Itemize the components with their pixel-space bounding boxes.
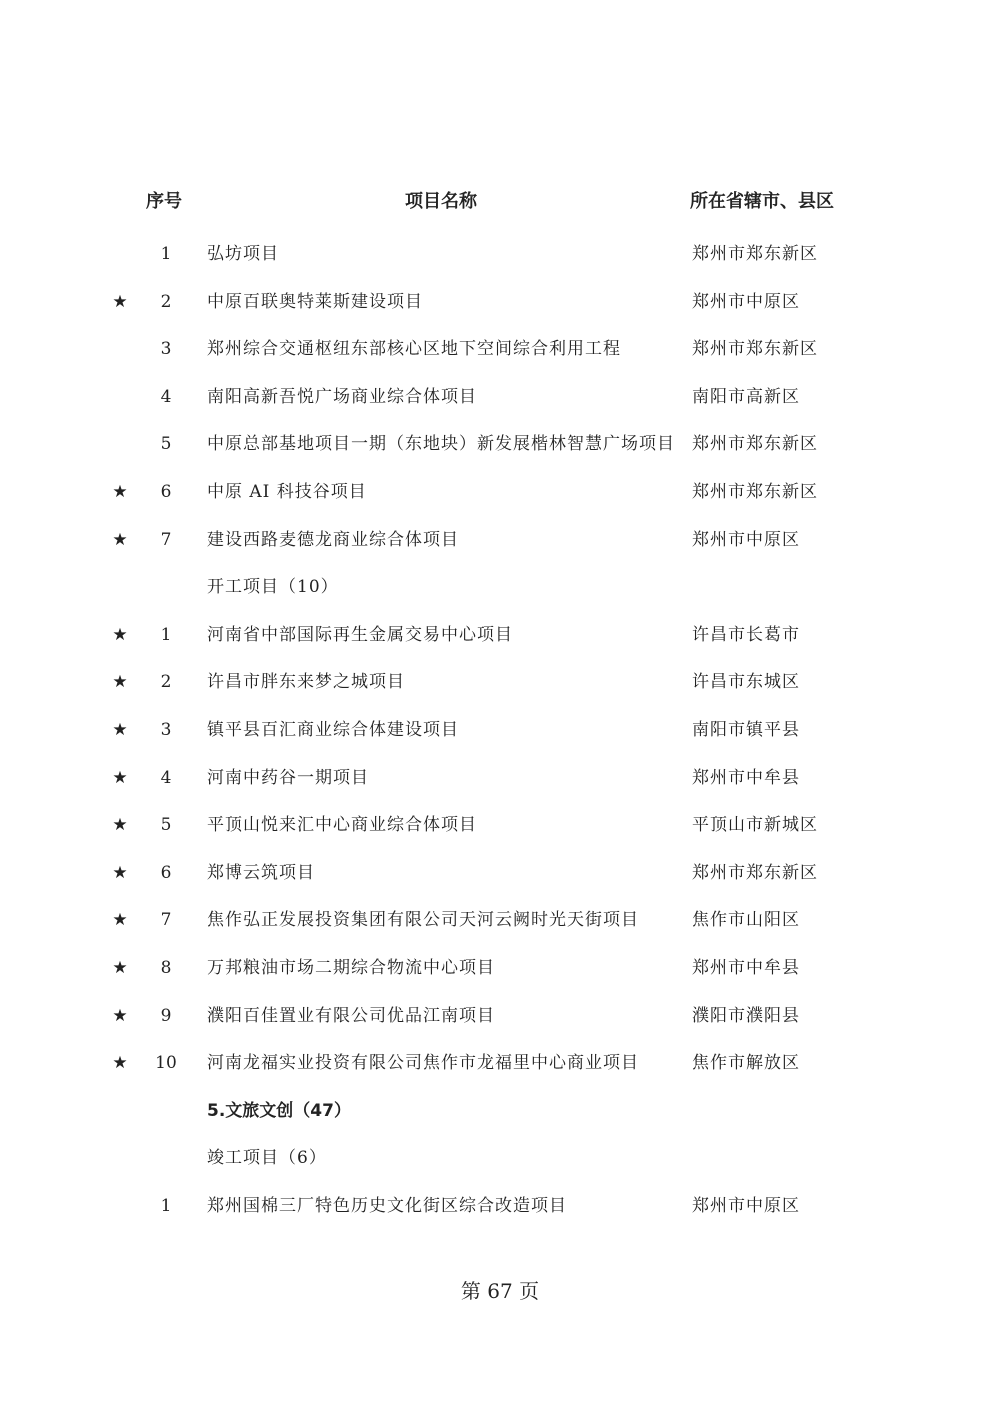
category-heading <box>0 1089 1000 1137</box>
table-row <box>0 851 1000 899</box>
table-row <box>0 946 1000 994</box>
row-number: 5 <box>160 815 172 836</box>
star-icon: ★ <box>112 1053 128 1074</box>
project-name: 中原百联奥特莱斯建设项目 <box>207 291 423 312</box>
table-row <box>0 898 1000 946</box>
table-row <box>0 1184 1000 1232</box>
row-number: 8 <box>160 957 172 978</box>
table-row <box>0 613 1000 661</box>
row-number: 4 <box>160 767 172 788</box>
project-name: 中原 AI 科技谷项目 <box>207 481 367 502</box>
project-location: 郑州市郑东新区 <box>692 434 818 455</box>
header-project-name: 项目名称 <box>405 191 477 212</box>
project-name: 南阳高新吾悦广场商业综合体项目 <box>207 386 477 407</box>
table-row <box>0 660 1000 708</box>
project-name: 郑州综合交通枢纽东部核心区地下空间综合利用工程 <box>207 339 621 360</box>
table-row <box>0 756 1000 804</box>
project-name: 濮阳百佳置业有限公司优品江南项目 <box>207 1005 495 1026</box>
project-location: 郑州市中原区 <box>692 291 800 312</box>
star-icon: ★ <box>112 481 128 502</box>
row-number: 3 <box>160 719 172 740</box>
project-location: 郑州市郑东新区 <box>692 481 818 502</box>
section-done-label: 竣工项目（6） <box>207 1148 327 1169</box>
project-name: 弘坊项目 <box>207 244 279 264</box>
project-name: 平顶山悦来汇中心商业综合体项目 <box>207 815 477 836</box>
star-icon: ★ <box>112 767 128 788</box>
project-name: 郑博云筑项目 <box>207 862 315 883</box>
project-location: 郑州市郑东新区 <box>692 339 818 360</box>
star-icon: ★ <box>112 862 128 883</box>
project-table <box>0 232 1000 1231</box>
project-name: 河南龙福实业投资有限公司焦作市龙福里中心商业项目 <box>207 1053 639 1074</box>
project-name: 河南省中部国际再生金属交易中心项目 <box>207 624 513 645</box>
row-number: 1 <box>160 244 172 264</box>
row-number: 1 <box>160 624 172 645</box>
table-row <box>0 518 1000 566</box>
project-name: 建设西路麦德龙商业综合体项目 <box>207 529 459 550</box>
project-location: 郑州市中原区 <box>692 529 800 550</box>
star-icon: ★ <box>112 719 128 740</box>
section-heading-start <box>0 565 1000 613</box>
row-number: 7 <box>160 910 172 931</box>
project-location: 南阳市镇平县 <box>692 719 800 740</box>
row-number: 2 <box>160 672 172 693</box>
row-number: 4 <box>160 386 172 407</box>
project-name: 万邦粮油市场二期综合物流中心项目 <box>207 957 495 978</box>
project-location: 濮阳市濮阳县 <box>692 1005 800 1026</box>
section-start-label: 开工项目（10） <box>207 577 339 598</box>
table-row <box>0 422 1000 470</box>
project-name: 镇平县百汇商业综合体建设项目 <box>207 719 459 740</box>
table-row <box>0 803 1000 851</box>
project-location: 焦作市山阳区 <box>692 910 800 931</box>
star-icon: ★ <box>112 815 128 836</box>
table-row <box>0 232 1000 280</box>
project-location: 郑州市中牟县 <box>692 767 800 788</box>
table-row <box>0 994 1000 1042</box>
project-name: 河南中药谷一期项目 <box>207 767 369 788</box>
project-name: 中原总部基地项目一期（东地块）新发展楷林智慧广场项目 <box>207 434 675 455</box>
star-icon: ★ <box>112 1005 128 1026</box>
project-location: 许昌市东城区 <box>692 672 800 693</box>
project-location: 平顶山市新城区 <box>692 815 818 836</box>
project-location: 郑州市郑东新区 <box>692 244 818 264</box>
table-row <box>0 708 1000 756</box>
row-number: 1 <box>160 1195 172 1216</box>
row-number: 7 <box>160 529 172 550</box>
table-row <box>0 375 1000 423</box>
star-icon: ★ <box>112 291 128 312</box>
project-name: 郑州国棉三厂特色历史文化街区综合改造项目 <box>207 1195 567 1216</box>
star-icon: ★ <box>112 910 128 931</box>
section-heading-done <box>0 1136 1000 1184</box>
project-location: 郑州市中原区 <box>692 1195 800 1216</box>
page-number: 第 67 页 <box>460 1279 540 1303</box>
row-number: 3 <box>160 339 172 360</box>
category-label: 5.文旅文创（47） <box>207 1100 351 1121</box>
row-number: 6 <box>160 481 172 502</box>
header-seq: 序号 <box>146 191 182 212</box>
project-location: 南阳市高新区 <box>692 386 800 407</box>
header-location: 所在省辖市、县区 <box>690 191 834 212</box>
star-icon: ★ <box>112 672 128 693</box>
row-number: 6 <box>160 862 172 883</box>
project-location: 焦作市解放区 <box>692 1053 800 1074</box>
row-number: 2 <box>160 291 172 312</box>
project-location: 许昌市长葛市 <box>692 624 800 645</box>
project-name: 许昌市胖东来梦之城项目 <box>207 672 405 693</box>
star-icon: ★ <box>112 624 128 645</box>
star-icon: ★ <box>112 529 128 550</box>
table-row <box>0 470 1000 518</box>
row-number: 5 <box>160 434 172 455</box>
star-icon: ★ <box>112 957 128 978</box>
row-number: 10 <box>155 1053 177 1074</box>
row-number: 9 <box>160 1005 172 1026</box>
table-row <box>0 280 1000 328</box>
project-location: 郑州市郑东新区 <box>692 862 818 883</box>
table-row <box>0 327 1000 375</box>
project-name: 焦作弘正发展投资集团有限公司天河云阙时光天街项目 <box>207 910 639 931</box>
table-row <box>0 1041 1000 1089</box>
project-location: 郑州市中牟县 <box>692 957 800 978</box>
